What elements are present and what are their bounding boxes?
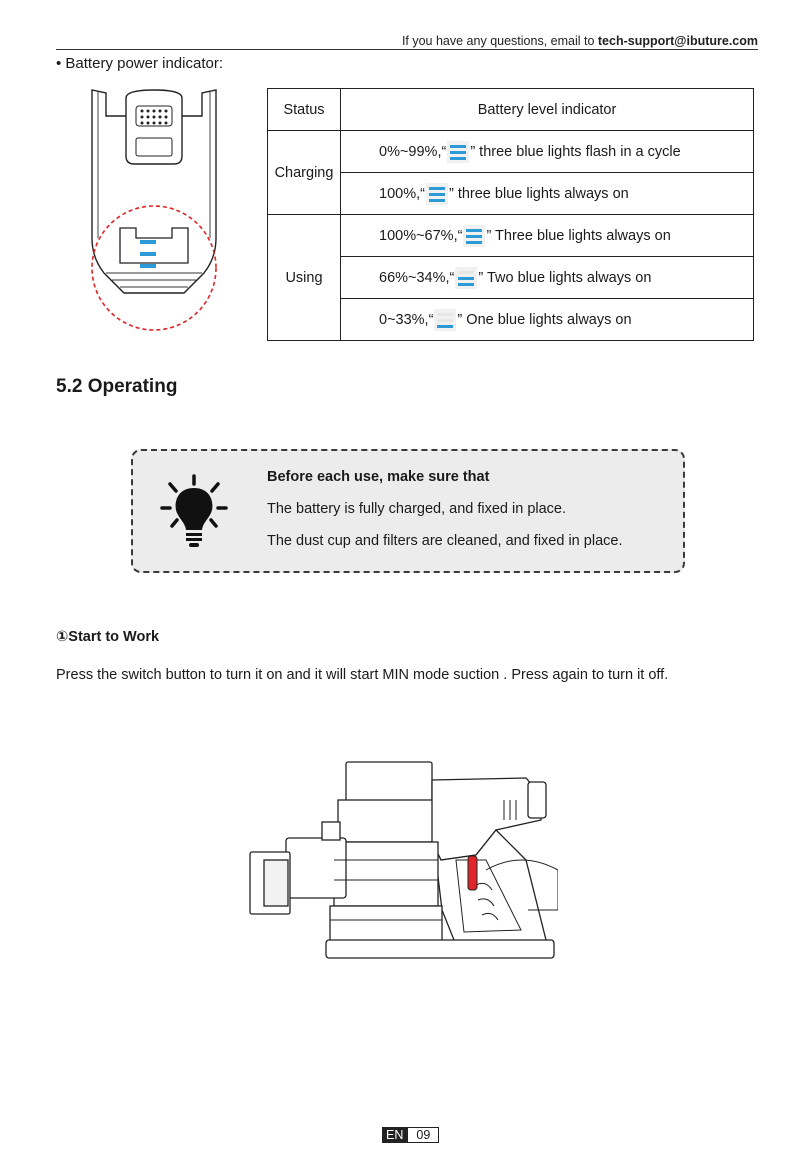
battery-pack-illustration (84, 88, 224, 338)
table-header-row (268, 89, 754, 131)
level-text: 0%~99%,“ (379, 143, 447, 160)
support-email[interactable]: tech-support@ibuture.com (597, 34, 758, 48)
indicator-three-icon (463, 225, 485, 247)
notice-line-dustcup: The dust cup and filters are cleaned, and fixed in place. (267, 533, 623, 549)
charging-status-cell: Charging (268, 131, 341, 215)
notice-title: Before each use, make sure that (267, 469, 490, 485)
level-text: 100%,“ (379, 185, 425, 202)
table-row (268, 131, 754, 173)
table-row-desc (341, 173, 754, 215)
using-status-cell: Using (268, 215, 341, 341)
step-instructions: Press the switch button to turn it on and it will start MIN mode suction . Press again to turn it off. (56, 667, 669, 683)
level-desc: Three blue lights always on (491, 227, 671, 244)
col-indicator-header: Battery level indicator (341, 89, 754, 131)
language-badge: EN (382, 1127, 407, 1143)
notice-line-battery: The battery is fully charged, and fixed in place. (267, 501, 567, 517)
quote-close: ” (448, 185, 454, 202)
level-desc: One blue lights always on (462, 311, 632, 328)
level-text: 100%~67%,“ (379, 227, 463, 244)
level-text: 66%~34%,“ (379, 269, 455, 286)
step-title: ①Start to Work (56, 629, 160, 645)
section-title: 5.2 Operating (56, 376, 178, 397)
header-divider (56, 49, 758, 50)
battery-level-table (267, 88, 754, 341)
header-text: If you have any questions, email to (401, 34, 598, 48)
table-row-desc (341, 299, 754, 341)
quote-close: ” (486, 227, 492, 244)
quote-close: ” (457, 311, 463, 328)
vacuum-illustration (246, 760, 558, 972)
table-row (268, 173, 754, 215)
table-row (268, 299, 754, 341)
level-desc: three blue lights flash in a cycle (475, 143, 681, 160)
level-desc: Two blue lights always on (483, 269, 652, 286)
indicator-one-icon (434, 309, 456, 331)
table-row (268, 215, 754, 257)
table-row (268, 257, 754, 299)
level-text: 0~33%,“ (379, 311, 434, 328)
quote-close: ” (470, 143, 476, 160)
level-desc: three blue lights always on (453, 185, 629, 202)
indicator-flash-icon (447, 141, 469, 163)
page-header (402, 34, 758, 48)
table-row-desc (341, 131, 754, 173)
indicator-two-icon (455, 267, 477, 289)
battery-indicator-title: • Battery power indicator: (56, 55, 223, 72)
page-footer (382, 1127, 439, 1143)
table-row-desc (341, 257, 754, 299)
page-number: 09 (407, 1127, 439, 1143)
indicator-three-icon (426, 183, 448, 205)
lightbulb-icon (158, 474, 230, 554)
table-row-desc (341, 215, 754, 257)
col-status-header: Status (268, 89, 341, 131)
quote-close: ” (478, 269, 484, 286)
